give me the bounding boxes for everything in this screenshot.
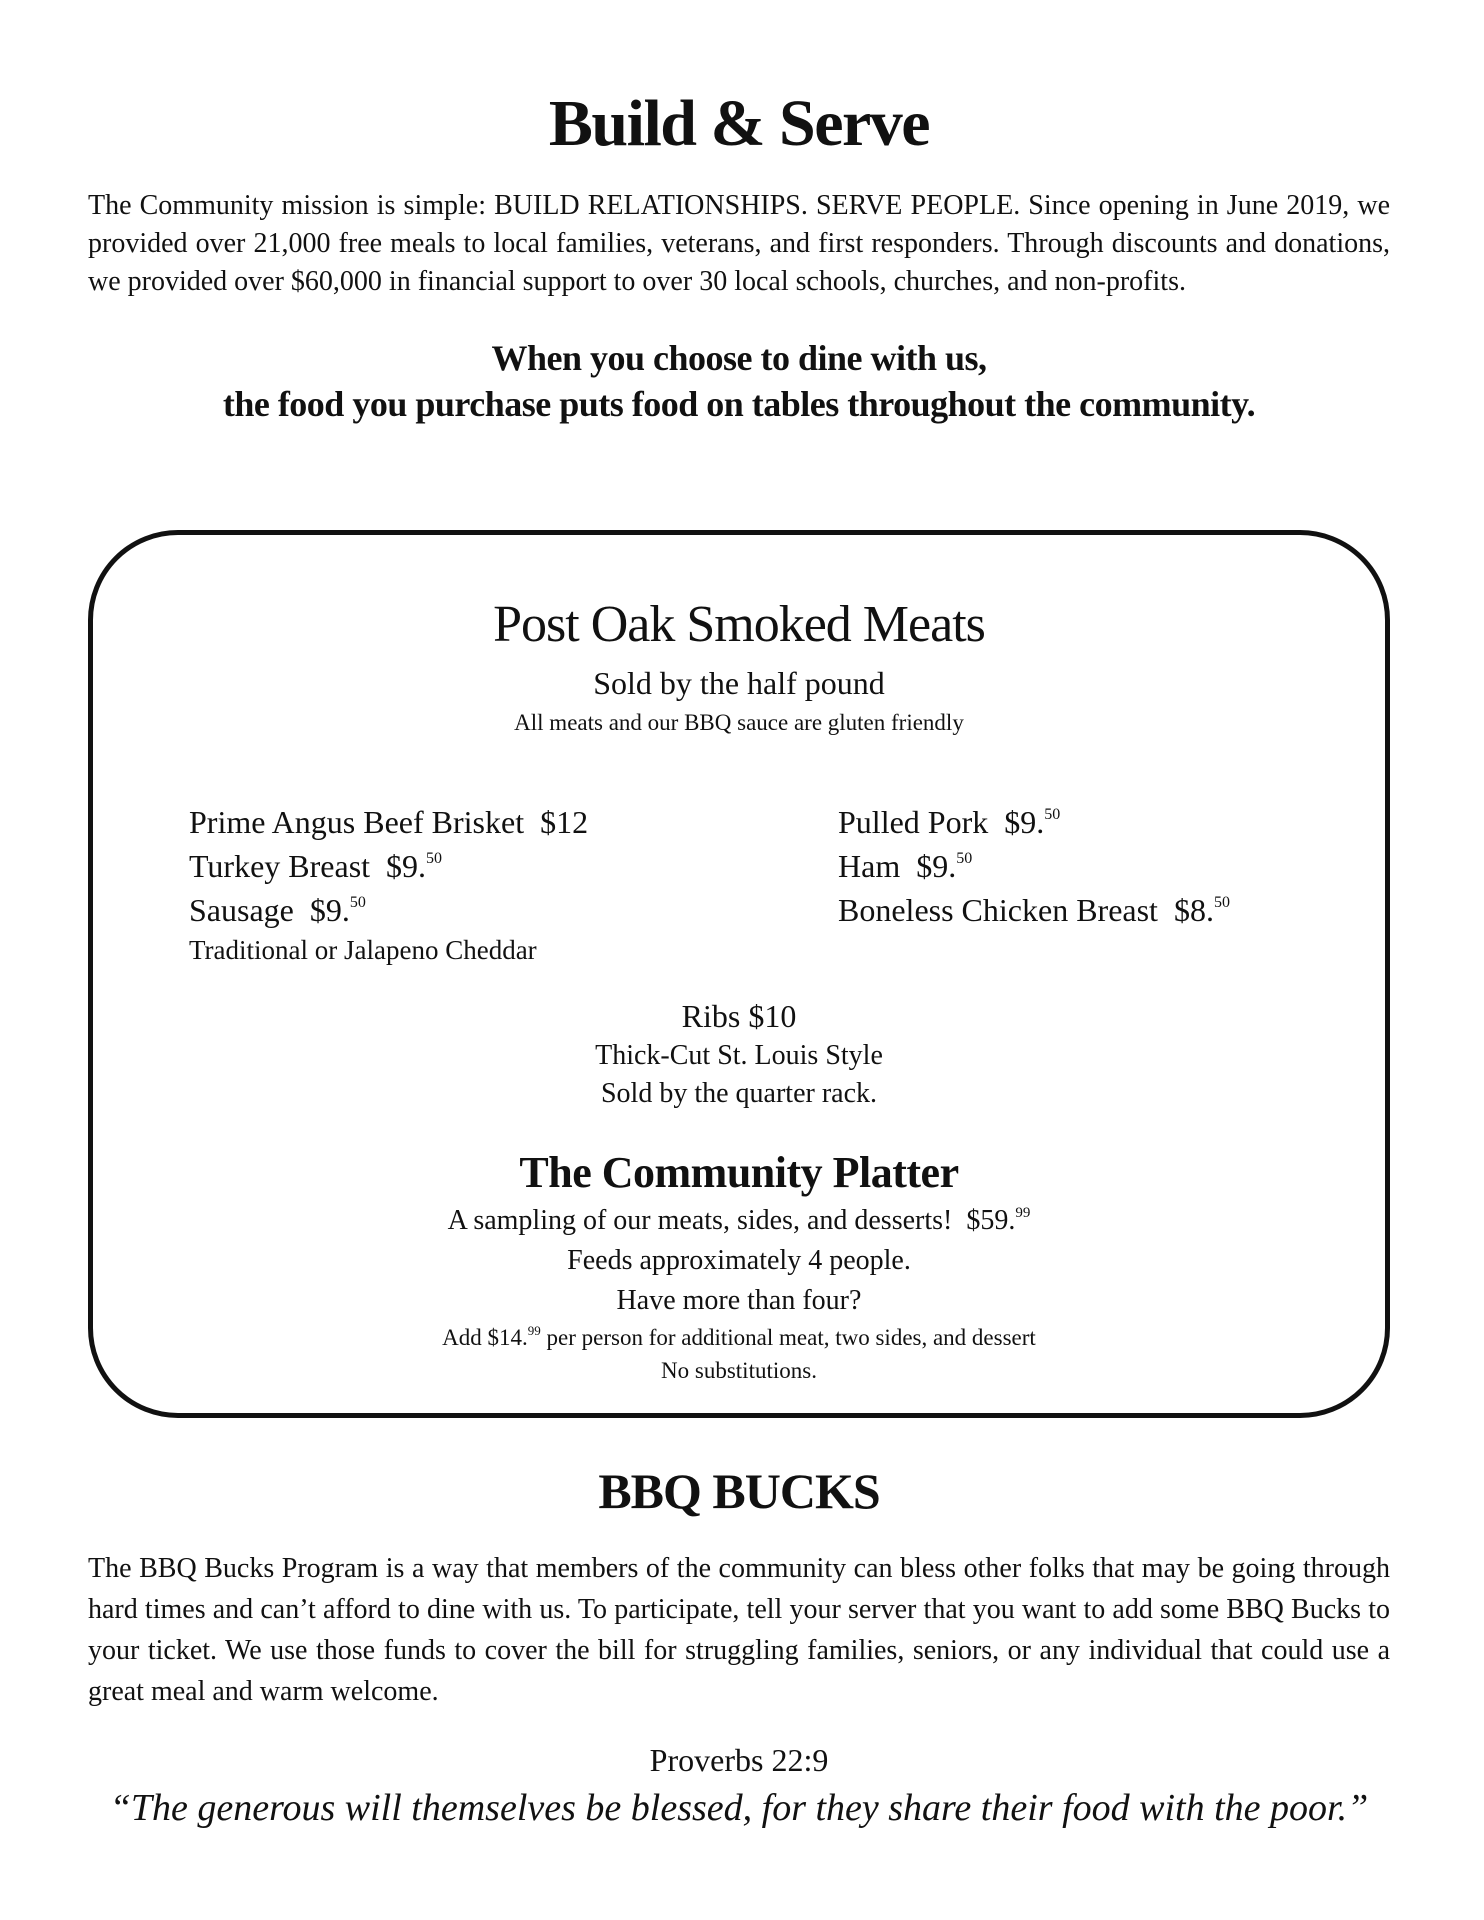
item-name: Boneless Chicken Breast <box>838 892 1158 928</box>
item-price: $8. <box>1173 892 1214 928</box>
item-name: Prime Angus Beef Brisket <box>189 804 525 840</box>
meats-menu-box <box>88 530 1390 1418</box>
platter-description <box>93 1201 1385 1241</box>
gluten-note: All meats and our BBQ sauce are gluten friendly <box>514 710 964 735</box>
ribs-section <box>93 995 1385 1113</box>
ribs-portion: Sold by the quarter rack. <box>600 1078 878 1109</box>
menu-item-turkey <box>189 844 588 888</box>
meats-right-column <box>838 800 1230 932</box>
platter-more: Have more than four? <box>616 1285 862 1316</box>
item-cents: 50 <box>956 850 973 867</box>
platter-desc-text: A sampling of our meats, sides, and desserts! <box>447 1205 953 1236</box>
item-name: Sausage <box>189 892 294 928</box>
platter-title: The Community Platter <box>519 1148 959 1197</box>
platter-feeds: Feeds approximately 4 people. <box>567 1245 911 1276</box>
add-on-cents: 99 <box>527 1323 541 1338</box>
platter-cents: 99 <box>1015 1205 1031 1221</box>
sausage-note: Traditional or Jalapeno Cheddar <box>189 935 537 965</box>
tagline-line-1: When you choose to dine with us, <box>491 337 987 378</box>
bbq-bucks-paragraph: The BBQ Bucks Program is a way that members of the community can bless other folks that may be going through hard times and can’t afford to dine with us. To participate, tell your server that you want to add some BBQ Bucks to your ticket. We use those funds to cover the bill for struggling families, seniors, or any individual that could use a great meal and warm welcome. <box>88 1553 1390 1707</box>
item-name: Ham <box>838 848 901 884</box>
meats-title: Post Oak Smoked Meats <box>493 596 985 653</box>
platter-add-on <box>93 1321 1385 1354</box>
add-on-prefix: Add $14. <box>442 1325 528 1350</box>
item-price: $9. <box>309 892 350 928</box>
item-cents: 50 <box>1213 894 1230 911</box>
platter-section <box>93 1145 1385 1387</box>
meats-left-column <box>189 800 588 968</box>
page-title: Build & Serve <box>548 87 930 160</box>
item-price: $9. <box>916 848 957 884</box>
no-substitutions: No substitutions. <box>661 1358 817 1383</box>
item-price: $12 <box>540 804 589 840</box>
item-price: $9. <box>1004 804 1045 840</box>
tagline <box>88 335 1390 427</box>
menu-item-sausage <box>189 888 588 932</box>
platter-price: $59. <box>966 1205 1016 1236</box>
ribs-title: Ribs $10 <box>681 998 797 1034</box>
bbq-bucks-title: BBQ BUCKS <box>598 1463 880 1519</box>
item-price: $9. <box>386 848 427 884</box>
menu-item-brisket <box>189 800 588 844</box>
tagline-line-2: the food you purchase puts food on tables throughout the community. <box>222 383 1256 424</box>
meats-subtitle: Sold by the half pound <box>593 665 885 701</box>
verse-reference: Proverbs 22:9 <box>649 1742 829 1778</box>
verse-text: “The generous will themselves be blessed, for they share their food with the poor.” <box>109 1787 1369 1829</box>
ribs-style: Thick-Cut St. Louis Style <box>595 1040 883 1071</box>
item-name: Turkey Breast <box>189 848 371 884</box>
menu-item-pulled-pork <box>838 800 1230 844</box>
item-name: Pulled Pork <box>838 804 989 840</box>
item-cents: 50 <box>426 850 443 867</box>
item-cents: 50 <box>1044 806 1061 823</box>
menu-item-ham <box>838 844 1230 888</box>
mission-paragraph: The Community mission is simple: BUILD RELATIONSHIPS. SERVE PEOPLE. Since opening in June 2019, we provided over 21,000 free meals to local families, veterans, and first responders. Through discounts and donations, we provided over $60,000 in financial support to over 30 local schools, churches, and non-profits. <box>88 189 1390 297</box>
item-cents: 50 <box>349 894 366 911</box>
add-on-suffix: per person for additional meat, two sides, and dessert <box>546 1325 1036 1350</box>
menu-item-chicken <box>838 888 1230 932</box>
menu-page <box>88 0 1390 1829</box>
